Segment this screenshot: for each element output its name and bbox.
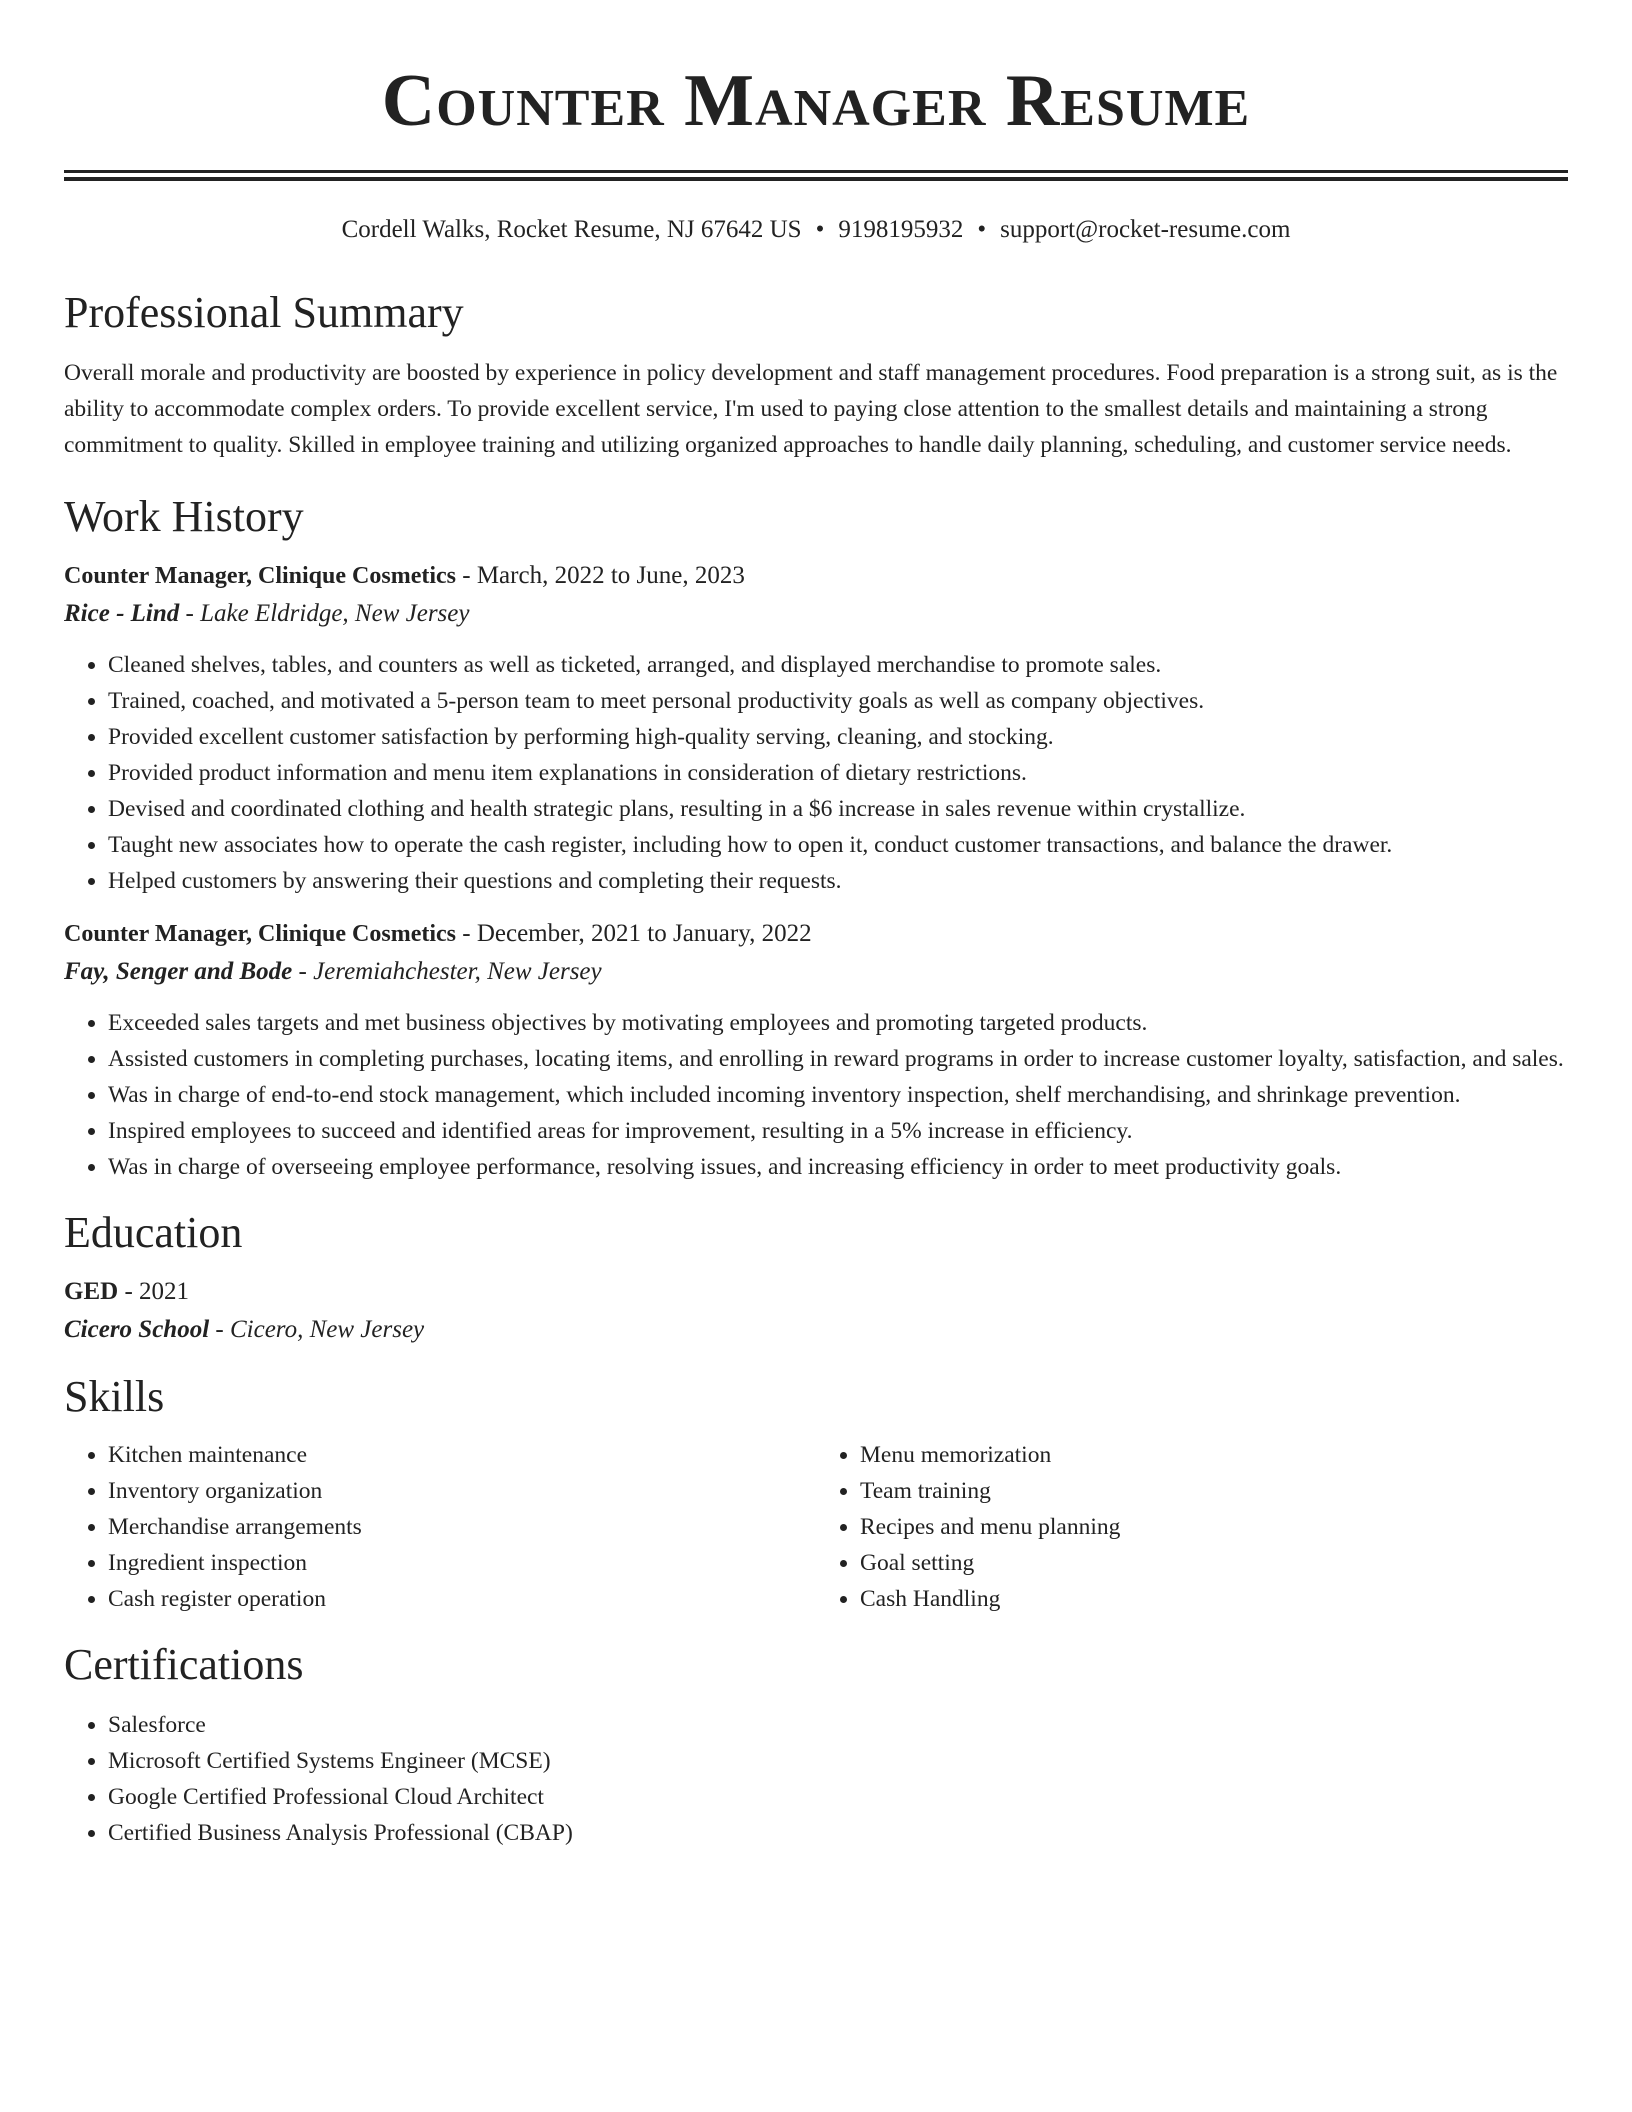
certifications-section (64, 1639, 1568, 1851)
skills-grid (64, 1437, 1568, 1617)
title-divider (64, 170, 1568, 181)
skill-item: • Recipes and menu planning (860, 1509, 1568, 1545)
certification-item: • Salesforce (108, 1707, 1568, 1743)
skill-item: • Goal setting (860, 1545, 1568, 1581)
job-bullets (64, 1005, 1568, 1185)
skill-item: • Cash Handling (860, 1581, 1568, 1617)
job-bullet: • Provided excellent customer satisfaction by performing high-quality serving, cleaning, and stocking. (108, 719, 1568, 755)
job-bullets (64, 647, 1568, 899)
work-history-heading: Work History (64, 492, 304, 541)
skill-item: • Menu memorization (860, 1437, 1568, 1473)
education-school-line (64, 1311, 1568, 1349)
job-title: Counter Manager, Clinique Cosmetics (64, 563, 456, 589)
skills-section (64, 1371, 1568, 1617)
summary-section (64, 287, 1568, 463)
company-location: - Lake Eldridge, New Jersey (179, 600, 470, 627)
skill-item: • Team training (860, 1473, 1568, 1509)
contact-email: support@rocket-resume.com (1000, 216, 1291, 243)
education-heading: Education (64, 1208, 243, 1257)
company-location: - Jeremiahchester, New Jersey (292, 958, 602, 985)
skills-column-right (816, 1437, 1568, 1617)
education-degree: GED (64, 1278, 119, 1305)
job-bullet: • Provided product information and menu item explanations in consideration of dietary restrictions. (108, 755, 1568, 791)
contact-separator: • (815, 216, 825, 243)
job-bullet: • Assisted customers in completing purchases, locating items, and enrolling in reward programs in order to increase customer loyalty, satisfaction, and sales. (108, 1041, 1568, 1077)
certifications-heading: Certifications (64, 1640, 304, 1689)
contact-address: Cordell Walks, Rocket Resume, NJ 67642 US (341, 216, 802, 243)
summary-heading: Professional Summary (64, 288, 464, 337)
job-title-line (64, 557, 1568, 595)
certifications-list (64, 1707, 1568, 1851)
skills-column-left (64, 1437, 816, 1617)
job-title-line (64, 915, 1568, 953)
company-name: Rice - Lind (64, 600, 180, 627)
job-entry (64, 557, 1568, 899)
job-dates: - March, 2022 to June, 2023 (456, 562, 745, 589)
contact-line (64, 213, 1568, 247)
company-line (64, 595, 1568, 633)
job-bullet: • Taught new associates how to operate the cash register, including how to open it, conduct customer transactions, and balance the drawer. (108, 827, 1568, 863)
education-degree-line (64, 1273, 1568, 1311)
job-entry (64, 915, 1568, 1185)
page-title: Counter Manager Resume (381, 60, 1251, 142)
education-location: - Cicero, New Jersey (209, 1316, 425, 1343)
skills-heading: Skills (64, 1372, 165, 1421)
job-bullet: • Trained, coached, and motivated a 5-person team to meet personal productivity goals as well as company objectives. (108, 683, 1568, 719)
company-line (64, 953, 1568, 991)
skill-item: • Merchandise arrangements (108, 1509, 816, 1545)
job-dates: - December, 2021 to January, 2022 (456, 920, 812, 947)
education-school: Cicero School (64, 1316, 210, 1343)
skill-item: • Ingredient inspection (108, 1545, 816, 1581)
summary-text: Overall morale and productivity are boosted by experience in policy development and staff management procedures. Food preparation is a strong suit, as is the ability to accommodate complex orders. To provide excellent service, I'm used to paying close attention to the smallest details and maintaining a strong commitment to quality. Skilled in employee training and utilizing organized approaches to handle daily planning, scheduling, and customer service needs. (64, 360, 1558, 458)
work-history-section (64, 491, 1568, 1185)
certification-item: • Microsoft Certified Systems Engineer (MCSE) (108, 1743, 1568, 1779)
skill-item: • Cash register operation (108, 1581, 816, 1617)
certification-item: • Google Certified Professional Cloud Architect (108, 1779, 1568, 1815)
certification-item: • Certified Business Analysis Professional (CBAP) (108, 1815, 1568, 1851)
company-name: Fay, Senger and Bode (64, 958, 293, 985)
resume-page (64, 0, 1568, 1851)
education-year: - 2021 (118, 1278, 190, 1305)
job-bullet: • Was in charge of overseeing employee performance, resolving issues, and increasing efficiency in order to meet productivity goals. (108, 1149, 1568, 1185)
job-bullet: • Inspired employees to succeed and identified areas for improvement, resulting in a 5% increase in efficiency. (108, 1113, 1568, 1149)
job-bullet: • Helped customers by answering their questions and completing their requests. (108, 863, 1568, 899)
education-section (64, 1207, 1568, 1349)
job-bullet: • Cleaned shelves, tables, and counters as well as ticketed, arranged, and displayed merchandise to promote sales. (108, 647, 1568, 683)
job-title: Counter Manager, Clinique Cosmetics (64, 921, 456, 947)
skill-item: • Inventory organization (108, 1473, 816, 1509)
job-bullet: • Was in charge of end-to-end stock management, which included incoming inventory inspection, shelf merchandising, and shrinkage prevention. (108, 1077, 1568, 1113)
job-bullet: • Exceeded sales targets and met business objectives by motivating employees and promoting targeted products. (108, 1005, 1568, 1041)
contact-separator: • (977, 216, 987, 243)
skill-item: • Kitchen maintenance (108, 1437, 816, 1473)
contact-phone: 9198195932 (838, 216, 964, 243)
job-bullet: • Devised and coordinated clothing and health strategic plans, resulting in a $6 increase in sales revenue within crystallize. (108, 791, 1568, 827)
